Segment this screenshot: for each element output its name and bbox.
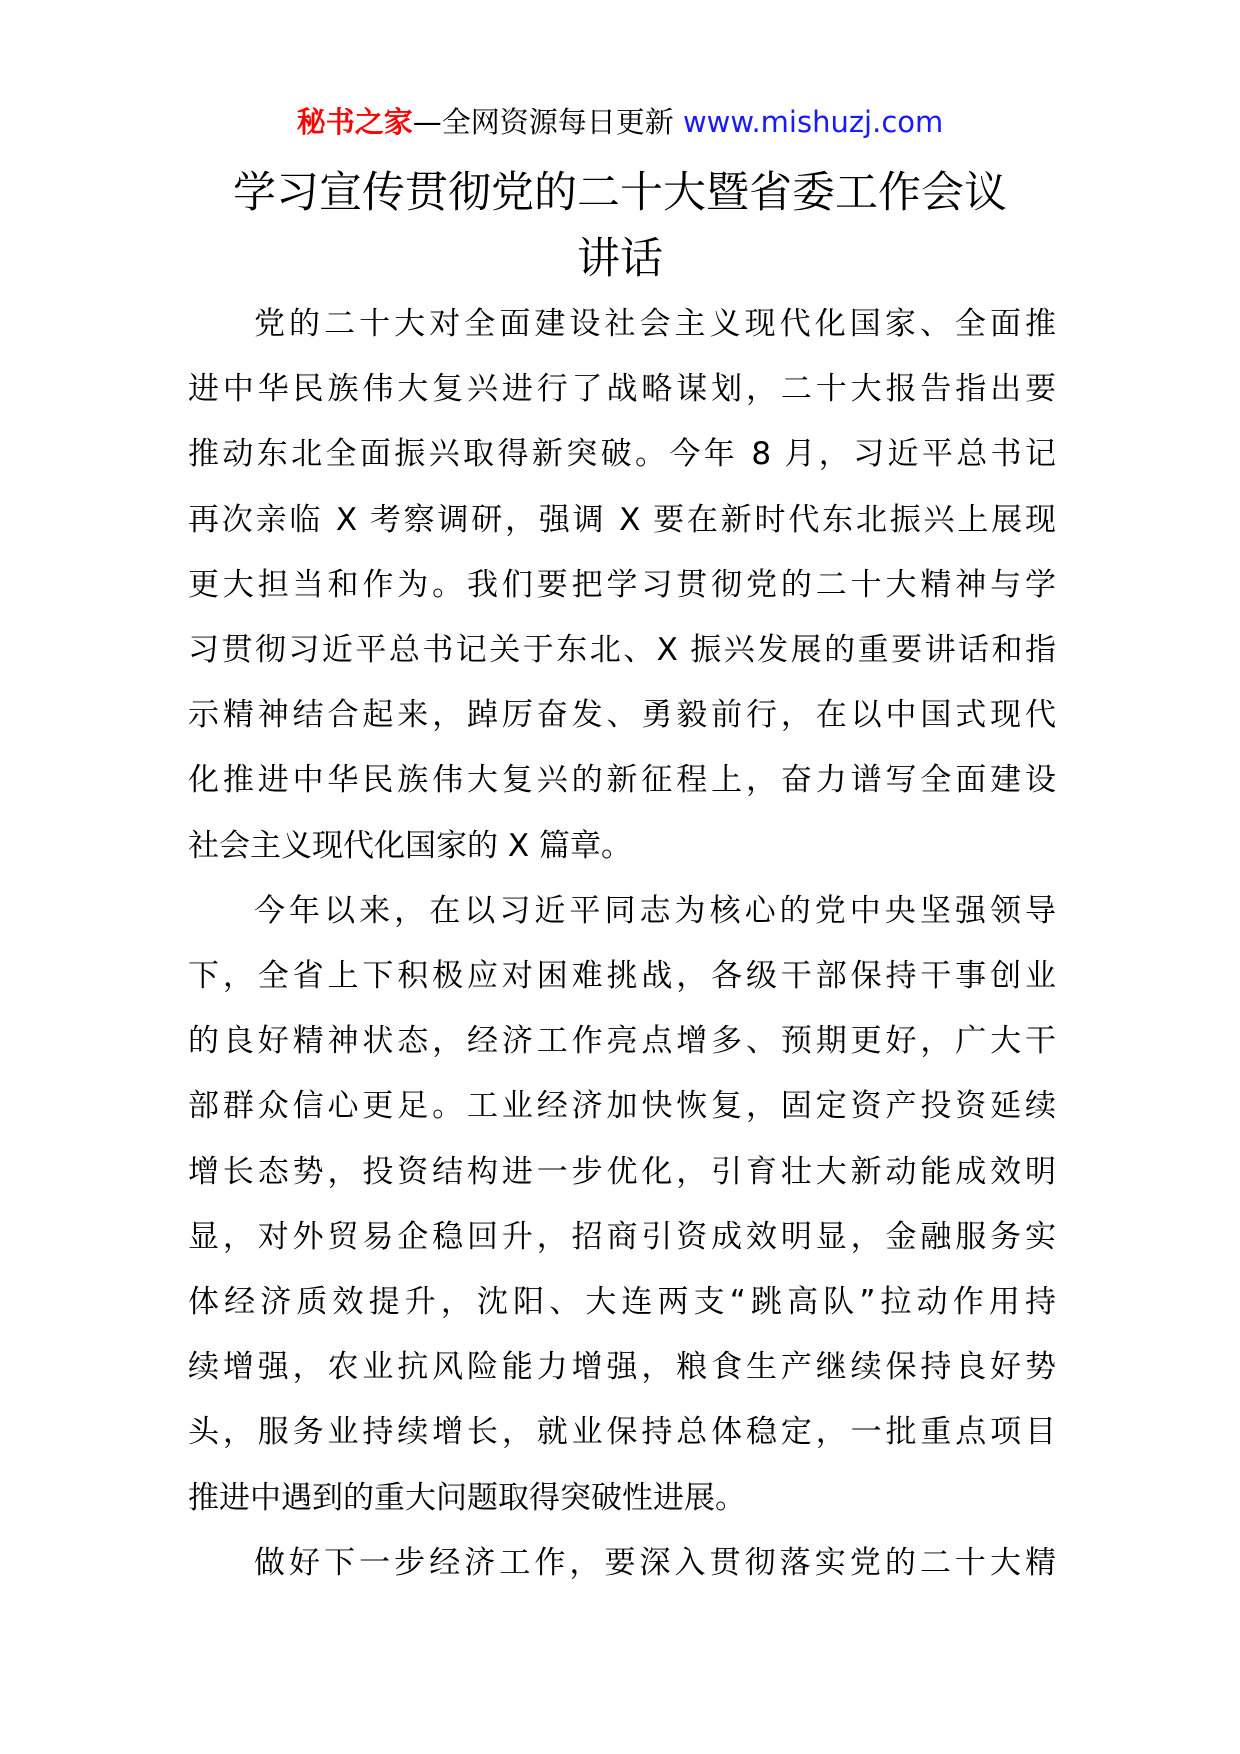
text-line: 做好下一步经济工作，要深入贯彻落实党的二十大精 <box>254 1544 1056 1581</box>
title-line: 学习宣传贯彻党的二十大暨省委工作会议 <box>233 168 1007 218</box>
site-header <box>0 100 1240 144</box>
document-title <box>150 160 1090 292</box>
text-line: 头，服务业持续增长，就业保持总体稳定，一批重点项目 <box>188 1414 1056 1451</box>
text-line: 推动东北全面振兴取得新突破。今年 8 月，习近平总书记 <box>188 436 1056 473</box>
site-slogan: —全网资源每日更新 <box>412 105 683 139</box>
text-line: 的良好精神状态，经济工作亮点增多、预期更好，广大干 <box>188 1023 1056 1060</box>
text-line: 更大担当和作为。我们要把学习贯彻党的二十大精神与学 <box>188 566 1056 603</box>
title-line: 讲话 <box>577 234 663 284</box>
text-line: 增长态势，投资结构进一步优化，引育壮大新动能成效明 <box>188 1153 1056 1190</box>
paragraph <box>188 879 1056 1531</box>
text-line: 进中华民族伟大复兴进行了战略谋划，二十大报告指出要 <box>188 371 1056 408</box>
text-line: 社会主义现代化国家的 X 篇章。 <box>188 827 632 864</box>
paragraph <box>188 292 1056 879</box>
text-line: 续增强，农业抗风险能力增强，粮食生产继续保持良好势 <box>188 1349 1056 1386</box>
text-line: 下，全省上下积极应对困难挑战，各级干部保持干事创业 <box>188 958 1056 995</box>
site-url-link[interactable]: www.mishuzj.com <box>682 105 944 139</box>
document-body <box>188 292 1056 1596</box>
site-brand: 秘书之家 <box>296 105 413 139</box>
text-line: 党的二十大对全面建设社会主义现代化国家、全面推 <box>254 306 1056 342</box>
text-line: 化推进中华民族伟大复兴的新征程上，奋力谱写全面建设 <box>188 762 1056 799</box>
text-line: 推进中遇到的重大问题取得突破性进展。 <box>188 1479 746 1516</box>
text-line: 今年以来，在以习近平同志为核心的党中央坚强领导 <box>254 892 1056 929</box>
text-line: 体经济质效提升，沈阳、大连两支“跳高队”拉动作用持 <box>188 1284 1056 1321</box>
paragraph <box>188 1531 1056 1596</box>
text-line: 习贯彻习近平总书记关于东北、X 振兴发展的重要讲话和指 <box>188 632 1056 669</box>
text-line: 部群众信心更足。工业经济加快恢复，固定资产投资延续 <box>188 1088 1056 1125</box>
text-line: 示精神结合起来，踔厉奋发、勇毅前行，在以中国式现代 <box>188 697 1056 734</box>
text-line: 再次亲临 X 考察调研，强调 X 要在新时代东北振兴上展现 <box>188 501 1056 538</box>
text-line: 显，对外贸易企稳回升，招商引资成效明显，金融服务实 <box>188 1218 1056 1255</box>
